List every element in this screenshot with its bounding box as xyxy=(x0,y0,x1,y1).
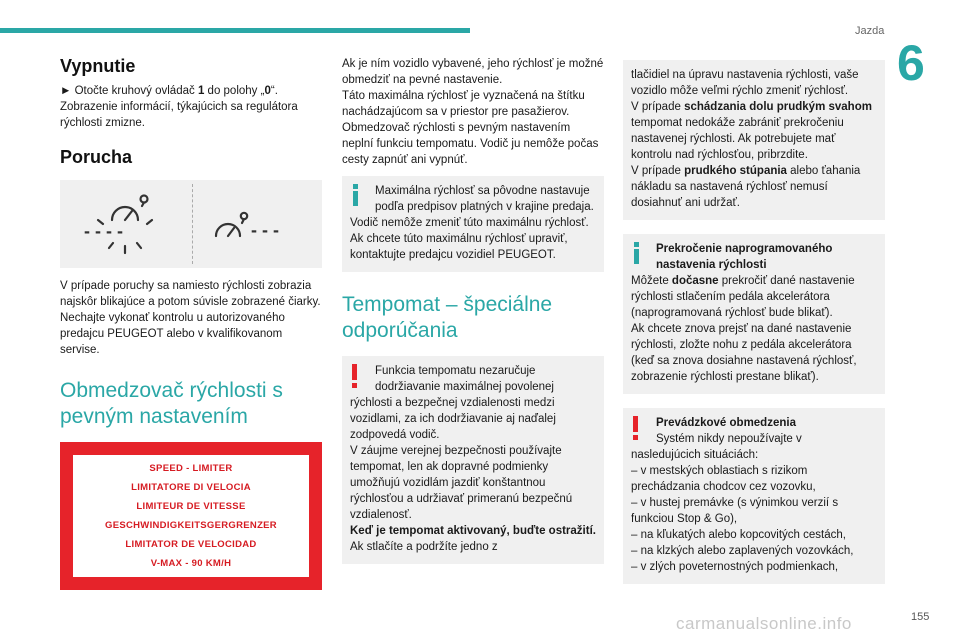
speed-limiter-label-inner xyxy=(71,453,311,579)
warning-box-tempomat xyxy=(342,356,604,564)
warning-box-limits-title: Prevádzkové obmedzenia xyxy=(656,417,796,429)
speed-limiter-label xyxy=(60,442,322,590)
warning-box-limits-text: nasledujúcich situáciách: xyxy=(631,449,759,461)
list-item: – v mestských oblastiach s rizikom prechádzania chodcov cez vozovku, xyxy=(631,465,816,493)
sign-line: SPEED - LIMITER xyxy=(149,463,233,474)
box-continued-text-1: tlačidiel na úpravu nastavenia rýchlosti, vaše vozidlo môže veľmi rýchlo zmeniť rýchlosť. xyxy=(631,69,859,97)
warning-box-continued xyxy=(623,60,885,220)
info-box-override-text-2: Ak chcete znova prejsť na dané nastavenie rýchlosti, zložte nohu z pedála akcelerátora (keď sa znova dosiahne nastavená rýchlosť, zobrazenie rýchlosti prestane blikať). xyxy=(631,323,857,383)
info-box-text-2: Vodič nemôže zmeniť túto maximálnu rýchlosť. xyxy=(350,217,589,229)
info-box-override xyxy=(623,234,885,394)
header-accent-bar xyxy=(0,28,470,33)
sign-line: V-MAX - 90 KM/H xyxy=(150,558,232,569)
warning-box-limits-lead: Systém nikdy nepoužívajte v xyxy=(656,433,802,445)
warning-box-text-2: V záujme verejnej bezpečnosti používajte tempomat, len ak dopravné podmienky umožňujú vozidlám jazdiť konštantnou rýchlosťou a udržiavať primeranú bezpečnú vzdialenosť. xyxy=(350,445,573,521)
fault-dashes-left: - - - - xyxy=(84,221,123,241)
column-2 xyxy=(342,56,604,564)
info-box-max-speed xyxy=(342,176,604,272)
column-3 xyxy=(623,60,885,584)
list-item: – v zlých poveternostných podmienkach, xyxy=(631,561,839,573)
sign-line: LIMITATOR DE VELOCIDAD xyxy=(125,539,257,550)
column-1 xyxy=(60,56,322,590)
info-icon xyxy=(349,184,363,206)
chapter-number: 6 xyxy=(897,35,925,91)
info-box-text-3: Ak chcete túto maximálnu rýchlosť upraviť, kontaktujte predajcu vozidiel PEUGEOT. xyxy=(350,233,568,261)
page-number: 155 xyxy=(911,611,930,623)
paragraph-porucha-1: V prípade poruchy sa namiesto rýchlosti zobrazia najskôr blikajúce a potom súvisle zobrazené čiarky. xyxy=(60,280,321,308)
heading-porucha: Porucha xyxy=(60,147,133,167)
paragraph-limiter-1: Ak je ním vozidlo vybavené, jeho rýchlosť je možné obmedziť na pevné nastavenie. xyxy=(342,58,604,86)
warning-box-text-1: rýchlosti a bezpečnej vzdialenosti medzi vozidlami, za ich dodržiavanie aj naďalej zodpovedá vodič. xyxy=(350,397,556,441)
section-title: Jazda xyxy=(855,25,885,37)
fault-display-icons xyxy=(60,180,322,268)
info-box-override-text-1: Môžete dočasne prekročiť dané nastavenie rýchlosti stlačením pedála akcelerátora (naprogramovaná rýchlosť bude blikať). xyxy=(631,275,855,319)
paragraph-limiter-3: Obmedzovač rýchlosti s pevným nastavením neplní funkciu tempomatu. Vodič ju nemôže počas cesty zapnúť ani vypnúť. xyxy=(342,122,599,166)
fault-dashes-right: - - - xyxy=(251,220,279,240)
heading-limiter: Obmedzovač rýchlosti s pevným nastavením xyxy=(60,379,283,428)
heading-tempomat: Tempomat – špeciálne odporúčania xyxy=(342,293,553,342)
paragraph-vypnutie-step: ► Otočte kruhový ovládač 1 do polohy „0“. xyxy=(60,85,278,97)
fault-illustration xyxy=(60,180,322,268)
box-continued-text-3: V prípade prudkého stúpania alebo ťahania nákladu sa nastavená rýchlosť nemusí dosiahnuť ani udržať. xyxy=(631,165,861,209)
info-box-lead: Maximálna rýchlosť sa pôvodne nastavuje podľa predpisov platných v krajine predaja. xyxy=(375,185,594,213)
info-icon xyxy=(630,242,644,264)
watermark: carmanualsonline.info xyxy=(676,614,852,633)
box-continued-text-2: V prípade schádzania dolu prudkým svahom tempomat nedokáže zabrániť prekročeniu nastavenej rýchlosti. Ak potrebujete mať kontrolu nad rýchlosťou, pribrzdite. xyxy=(631,101,872,161)
list-item: – v hustej premávke (s výnimkou verzií s funkciou Stop & Go), xyxy=(631,497,839,525)
warning-box-limits xyxy=(623,408,885,584)
sign-line: GESCHWINDIGKEITSGERGRENZER xyxy=(105,520,277,531)
warning-box-lead: Funkcia tempomatu nezaručuje dodržiavanie maximálnej povolenej xyxy=(375,365,554,393)
info-box-override-title: Prekročenie naprogramovaného nastavenia rýchlosti xyxy=(656,243,833,271)
heading-vypnutie: Vypnutie xyxy=(60,56,136,76)
paragraph-porucha-2: Nechajte vykonať kontrolu u autorizovaného predajcu PEUGEOT alebo v kvalifikovanom servise. xyxy=(60,312,285,356)
warning-icon xyxy=(630,416,642,440)
speedometer-icon-small xyxy=(216,213,247,236)
list-item: – na klzkých alebo zaplavených vozovkách, xyxy=(631,545,854,557)
paragraph-vypnutie-info: Zobrazenie informácií, týkajúcich sa regulátora rýchlosti zmizne. xyxy=(60,101,298,129)
sign-line: LIMITATORE DI VELOCIA xyxy=(131,482,251,493)
paragraph-limiter-2: Táto maximálna rýchlosť je vyznačená na štítku nachádzajúcom sa v priestor pre pasažierov. xyxy=(342,90,585,118)
illustration-divider xyxy=(192,184,193,264)
warning-box-text-3: Keď je tempomat aktivovaný, buďte ostražití. Ak stlačíte a podržíte jedno z xyxy=(350,525,596,553)
sign-line: LIMITEUR DE VITESSE xyxy=(136,501,246,512)
warning-icon xyxy=(349,364,361,388)
list-item: – na kľukatých alebo kopcovitých cestách, xyxy=(631,529,846,541)
